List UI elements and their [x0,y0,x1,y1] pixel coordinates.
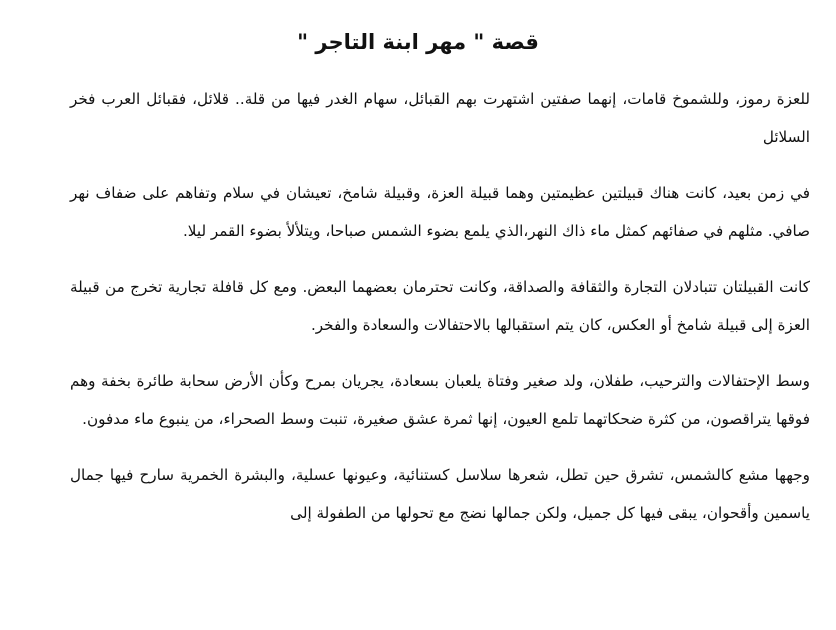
story-title: قصة " مهر ابنة التاجر " [297,30,539,54]
paragraph-5: وجهها مشع كالشمس، تشرق حين تطل، شعرها سلاسل كستنائية، وعيونها عسلية، والبشرة الخمرية سارح فيها جمال ياسمين وأقحوان، يبقى فيها كل جميل، ولكن جمالها نضج مع تحولها من الطفولة إلى [70,466,810,522]
paragraph-4: وسط الإحتفالات والترحيب، طفلان، ولد صغير وفتاة يلعبان بسعادة، يجريان بمرح وكأن الأرض سحابة طائرة بخفة وهم فوقها يتراقصون، من كثرة ضحكاتهما تلمع العيون، إنها ثمرة عشق صغيرة، تنبت وسط الصحراء، من ينبوع ماء مدفون. [70,372,810,428]
paragraph-1: للعزة رموز، وللشموخ قامات، إنهما صفتين اشتهرت بهم القبائل، سهام الغدر فيها من قلة.. قلائل، فقبائل العرب فخر السلائل [70,90,810,146]
paragraph-3: كانت القبيلتان تتبادلان التجارة والثقافة والصداقة، وكانت تحترمان بعضهما البعض. ومع كل قافلة تجارية تخرج من قبيلة العزة إلى قبيلة شامخ أو العكس، كان يتم استقبالها بالاحتفالات والسعادة والفخر. [70,278,810,334]
paragraph-2: في زمن بعيد، كانت هناك قبيلتين عظيمتين وهما قبيلة العزة، وقبيلة شامخ، تعيشان في سلام وتفاهم على ضفاف نهر صافي. مثلهم في صفائهم كمثل ماء ذاك النهر،الذي يلمع بضوء الشمس صباحا، ويتلألأ بضوء القمر ليلا. [70,184,810,240]
story-body [70,80,810,550]
